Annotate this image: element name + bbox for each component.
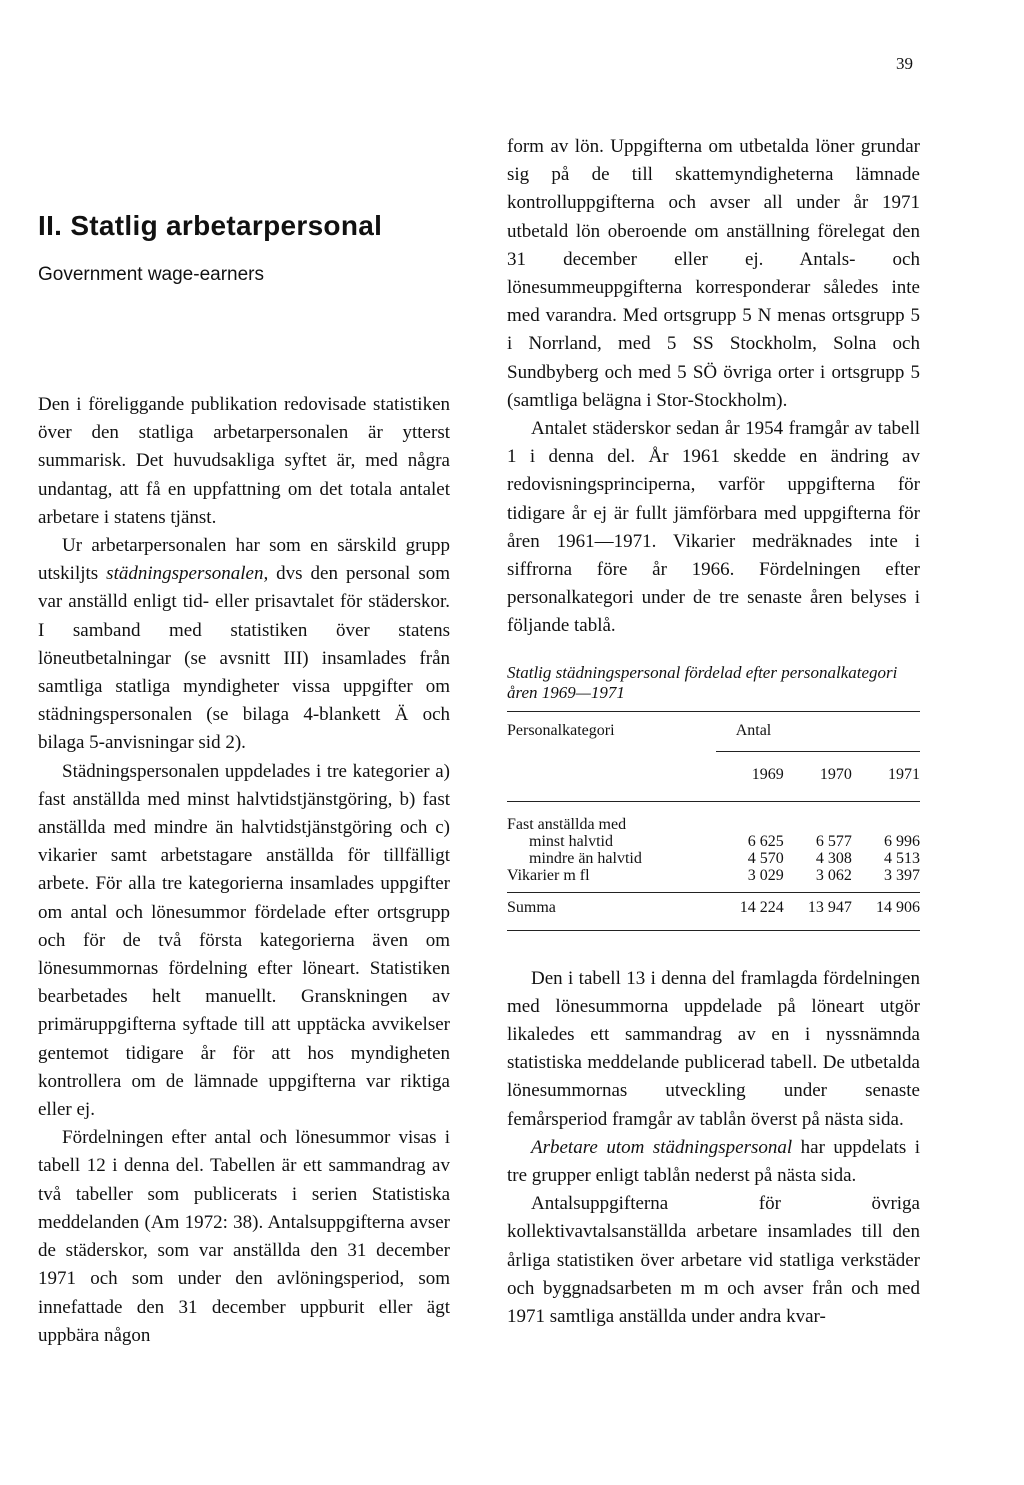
cell-value: 6 577 bbox=[815, 832, 852, 850]
paragraph-text: dvs den personal som var anställd enligt tid- eller prisavtalet för städerskor. I samband med statistiken över statens löneutbetalningar (se avsnitt III) insamlades från samtliga statliga myndigheter vissa uppgifter om städningspersonalen (se bilaga 4-blankett Ä och bilaga 5-anvisningar sid 2). bbox=[38, 563, 450, 754]
group-label: Fast anställda med bbox=[507, 815, 627, 833]
table-row bbox=[507, 867, 920, 893]
paragraph-text: Ur arbetarpersonalen har som en särskild grupp utskiljts bbox=[38, 535, 450, 585]
cell-value: 3 029 bbox=[747, 866, 784, 884]
paragraph: Antalsuppgifterna för övriga kollektivavtalsanställda arbetare insamlades till den årliga statistiken över arbetare vid statliga verkstäder och byggnadsarbeten m m och avser från och med 1971 samtliga anställda under andra kvar- bbox=[507, 1193, 920, 1328]
header-category: Personalkategori bbox=[507, 721, 615, 739]
cell-value: 6 625 bbox=[747, 832, 784, 850]
section-subtitle: Government wage-earners bbox=[38, 264, 264, 285]
cell-value: 3 397 bbox=[884, 866, 920, 884]
left-column bbox=[38, 391, 450, 1350]
paragraph: Den i tabell 13 i denna del framlagda fördelningen med lönesummorna uppdelade på löneart utgör likaledes ett sammandrag av en i nyssnämnda statistiska meddelande publicerad tabell. De utbetalda lönesummornas utveckling under senaste femårsperiod framgår av tablån överst på nästa sida. bbox=[507, 967, 920, 1130]
total-value: 14 224 bbox=[716, 892, 784, 930]
page-number: 39 bbox=[896, 54, 913, 73]
row-label: mindre än halvtid bbox=[529, 849, 642, 867]
total-value: 14 906 bbox=[852, 892, 920, 930]
section-heading bbox=[38, 210, 478, 286]
paragraph bbox=[507, 1134, 920, 1190]
total-label: Summa bbox=[507, 892, 716, 930]
cell-value: 3 062 bbox=[815, 866, 852, 884]
paragraph: form av lön. Uppgifterna om utbetalda löner grundar sig på de till skattemyndigheterna lämnade kontrolluppgifterna och avser all under år 1971 utbetald lön oberoende om anställning förelegat den 31 december eller ej. Antals- och lönesummeuppgifterna korresponderar således inte med varandra. Med ortsgrupp 5 N menas ortsgrupp 5 i Norrland, med 5 SS Stockholm, Solna och Sundbyberg och med 5 SÖ övriga orter i ortsgrupp 5 (samtliga belägna i Stor-Stockholm). bbox=[507, 136, 920, 411]
row-label: minst halvtid bbox=[529, 832, 613, 850]
year-1969: 1969 bbox=[716, 751, 784, 801]
paragraph: Fördelningen efter antal och lönesummor visas i tabell 12 i denna del. Tabellen är ett sammandrag av två tabeller som publicerats i serien Statistiska meddelanden (Am 1972: 38). Antalsuppgifterna avser de städerskor, som var anställda den 31 december 1971 och som under den avlöningsperiod, som innefattade den 31 december uppburit eller ägt uppbära någon bbox=[38, 1127, 450, 1346]
total-value: 13 947 bbox=[784, 892, 852, 930]
paragraph bbox=[38, 532, 450, 758]
paragraph-text: har uppdelats i tre grupper enligt tablån nederst på nästa sida. bbox=[507, 1136, 921, 1187]
table-header-row bbox=[507, 711, 920, 751]
table-row bbox=[507, 833, 920, 850]
table-row bbox=[507, 850, 920, 867]
right-column bbox=[507, 133, 920, 1331]
year-1970: 1970 bbox=[784, 751, 852, 801]
staff-table-block bbox=[507, 663, 920, 931]
staff-table bbox=[507, 711, 920, 931]
table-row bbox=[507, 801, 920, 833]
table-total-row bbox=[507, 892, 920, 930]
section-title: II. Statlig arbetarpersonal bbox=[38, 210, 383, 241]
cell-value: 4 308 bbox=[815, 849, 852, 867]
year-1971: 1971 bbox=[852, 751, 920, 801]
cell-value: 4 570 bbox=[747, 849, 784, 867]
emphasis-text: Arbetare utom städningspersonal bbox=[531, 1136, 793, 1158]
paragraph: Städningspersonalen uppdelades i tre kategorier a) fast anställda med minst halvtidstjänstgöring, b) fast anställda med mindre än halvtidstjänstgöring och c) vikarier samt arbetstagare anställda för tillfälligt arbete. För alla tre kategorierna insamlades uppgifter om antal och lönesummor fördelade efter ortsgrupp och för de två första kategorierna även om lönesummornas fördelning efter löneart. Statistiken bearbetades helt manuellt. Granskningen av primäruppgifterna syftade till att upptäcka avvikelser gentemot tidigare år för att hos myndigheten kontrollera om de lämnade uppgifterna var riktiga eller ej. bbox=[38, 760, 450, 1121]
emphasis-text: städningspersonalen, bbox=[106, 563, 269, 585]
table-caption: Statlig städningspersonal fördelad efter personalkategori åren 1969—1971 bbox=[507, 662, 898, 702]
cell-value: 4 513 bbox=[884, 849, 920, 867]
cell-value: 6 996 bbox=[884, 832, 920, 850]
row-label: Vikarier m fl bbox=[507, 866, 590, 884]
paragraph: Antalet städerskor sedan år 1954 framgår av tabell 1 i denna del. År 1961 skedde en ändring av redovisningsprinciperna, varför uppgifterna för tidigare år ej är fullt jämförbara med uppgifterna för åren 1961—1971. Vikarier medräknades inte i siffrorna före år 1966. Fördelningen efter personalkategori under de tre senaste åren belyses i följande tablå. bbox=[507, 418, 920, 637]
paragraph: Den i föreliggande publikation redovisade statistiken över den statliga arbetarpersonalen är ytterst summarisk. Det huvudsakliga syftet är, med några undantag, att få en uppfattning om det totala antalet arbetare i statens tjänst. bbox=[38, 394, 450, 528]
header-count: Antal bbox=[735, 721, 772, 739]
table-year-row bbox=[507, 751, 920, 801]
